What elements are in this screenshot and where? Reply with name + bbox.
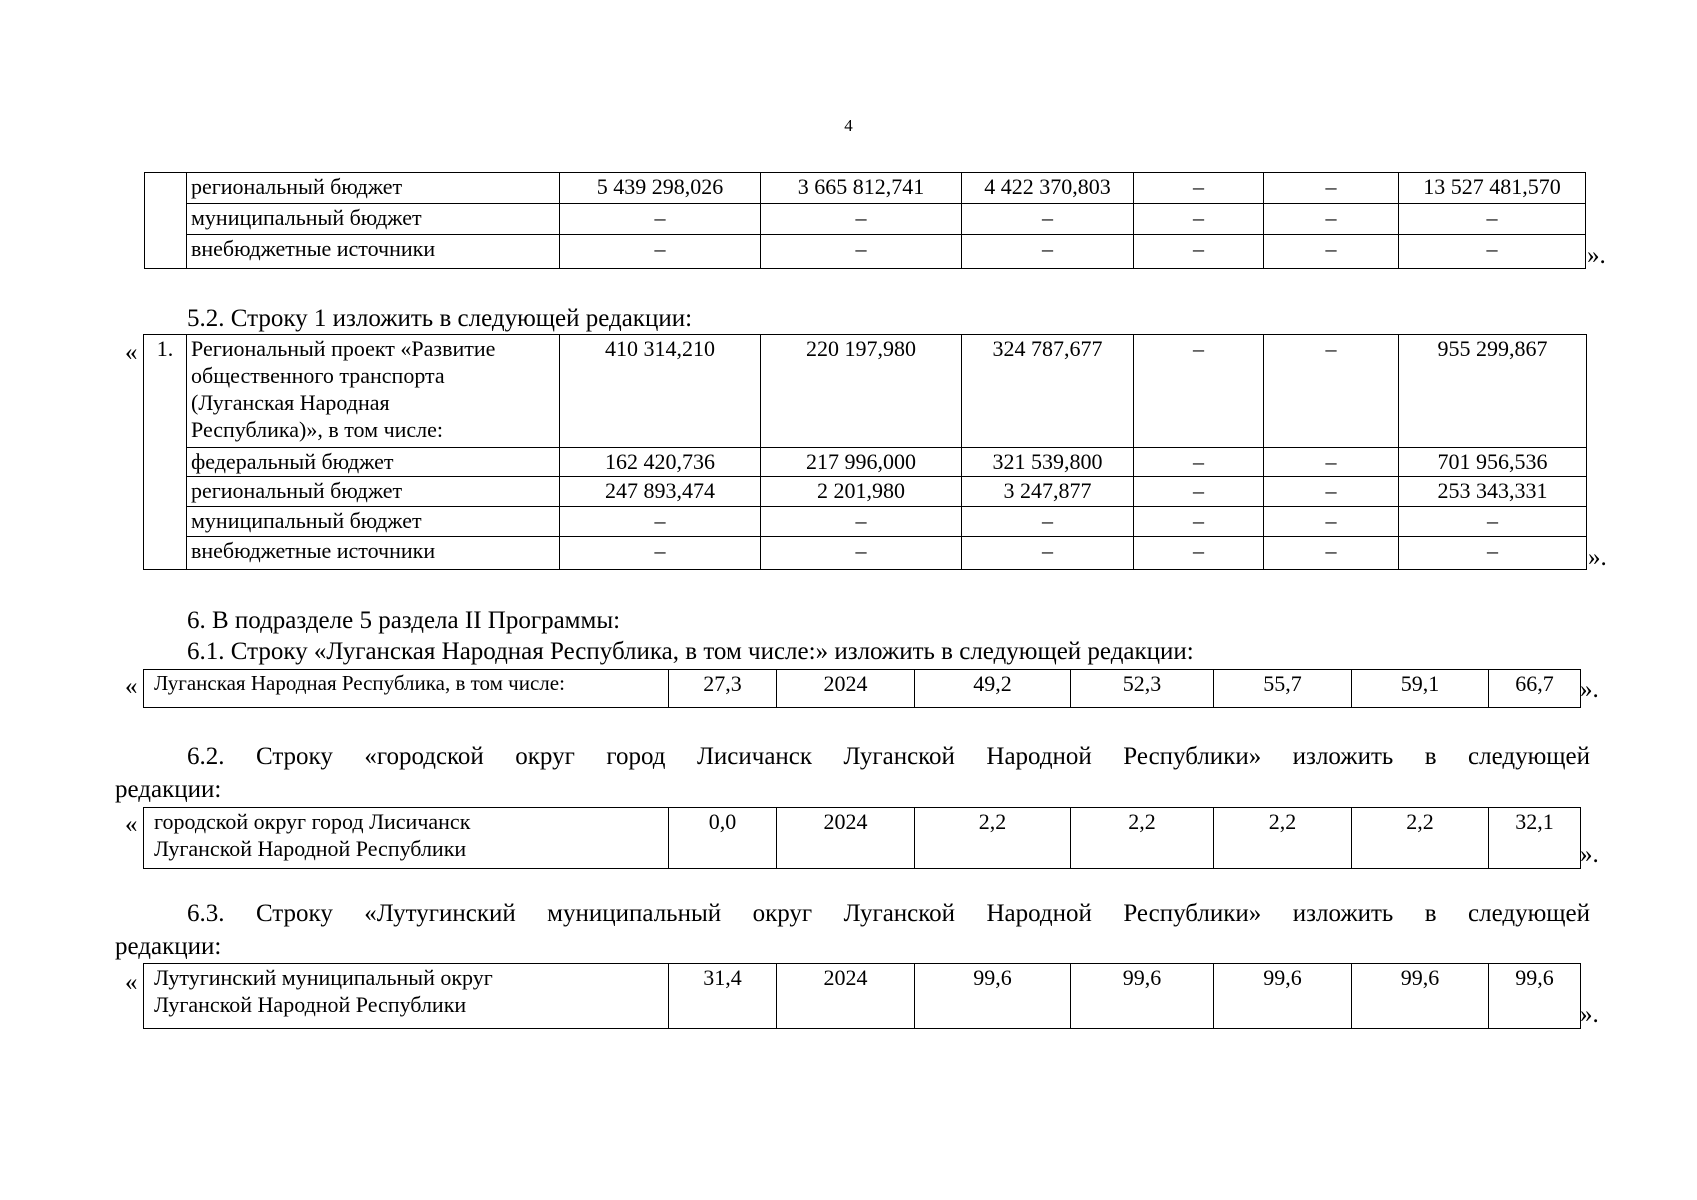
total-cell: 955 299,867 — [1399, 335, 1587, 448]
table-row — [145, 204, 1586, 235]
value-cell: – — [1264, 477, 1399, 507]
project-label-cell — [187, 335, 560, 448]
value-cell: 4 422 370,803 — [962, 173, 1134, 204]
value-cell: 99,6 — [1071, 964, 1214, 1029]
value-cell: – — [962, 204, 1134, 235]
total-cell: – — [1399, 537, 1587, 570]
value-cell: 2 201,980 — [761, 477, 962, 507]
item-6-3-text: 6.3. Строку «Лутугинский муниципальный округ Луганской Народной Республики» изложить в следующей — [187, 900, 1590, 927]
value-cell: 99,6 — [1489, 964, 1581, 1029]
value-cell: 99,6 — [1214, 964, 1352, 1029]
index-cell-empty — [145, 173, 187, 269]
value-cell: 55,7 — [1214, 670, 1352, 708]
indicator-table-6-2 — [143, 807, 1581, 869]
item-6-2-text-continued: редакции: — [115, 776, 222, 803]
value-cell: 2,2 — [1214, 808, 1352, 869]
value-cell: – — [761, 507, 962, 537]
value-cell: – — [1264, 537, 1399, 570]
table-row — [144, 808, 1581, 869]
value-cell: 162 420,736 — [560, 448, 761, 477]
value-cell: 32,1 — [1489, 808, 1581, 869]
page-number: 4 — [844, 116, 853, 135]
value-cell: 5 439 298,026 — [560, 173, 761, 204]
value-cell: – — [761, 204, 962, 235]
value-cell: – — [1264, 173, 1399, 204]
value-cell: – — [1134, 448, 1264, 477]
value-cell: 324 787,677 — [962, 335, 1134, 448]
section-heading-5-2: 5.2. Строку 1 изложить в следующей редакции: — [187, 305, 693, 332]
value-cell: – — [1264, 235, 1399, 269]
value-cell: 2,2 — [915, 808, 1071, 869]
project-label-line: общественного транспорта — [191, 363, 445, 388]
close-quote: ». — [1588, 544, 1607, 571]
value-cell: – — [962, 537, 1134, 570]
total-cell: 13 527 481,570 — [1399, 173, 1586, 204]
open-quote: « — [125, 811, 138, 838]
value-cell: 66,7 — [1489, 670, 1581, 708]
value-cell: 217 996,000 — [761, 448, 962, 477]
value-cell: – — [1134, 507, 1264, 537]
table-row — [144, 335, 1587, 448]
value-cell: – — [1134, 173, 1264, 204]
item-6-2-text: 6.2. Строку «городской округ город Лисичанск Луганской Народной Республики» изложить в следующей — [187, 743, 1590, 770]
open-quote: « — [125, 673, 138, 700]
row-label-line: Лутугинский муниципальный округ — [154, 965, 493, 990]
value-cell: – — [761, 235, 962, 269]
value-cell: – — [1134, 204, 1264, 235]
value-cell: 99,6 — [1352, 964, 1489, 1029]
budget-table-5-2 — [143, 334, 1587, 570]
value-cell: – — [1264, 335, 1399, 448]
indicator-table-6-3 — [143, 963, 1581, 1029]
value-cell: – — [761, 537, 962, 570]
value-cell: – — [560, 235, 761, 269]
value-cell: – — [1134, 335, 1264, 448]
year-cell: 2024 — [777, 670, 915, 708]
row-label: региональный бюджет — [187, 477, 560, 507]
value-cell: – — [962, 235, 1134, 269]
row-label-cell — [144, 964, 669, 1029]
table-row — [144, 477, 1587, 507]
close-quote: ». — [1580, 841, 1599, 868]
value-cell: – — [560, 537, 761, 570]
table-row — [144, 507, 1587, 537]
value-cell: 59,1 — [1352, 670, 1489, 708]
value-cell: 247 893,474 — [560, 477, 761, 507]
row-index: 1. — [144, 335, 187, 570]
value-cell: 2,2 — [1071, 808, 1214, 869]
table-row — [144, 537, 1587, 570]
project-label-line: Республика)», в том числе: — [191, 417, 444, 442]
value-cell: 410 314,210 — [560, 335, 761, 448]
total-cell: – — [1399, 204, 1586, 235]
close-quote: ». — [1580, 676, 1599, 703]
year-cell: 2024 — [777, 808, 915, 869]
value-cell: – — [1264, 448, 1399, 477]
close-quote: ». — [1580, 1001, 1599, 1028]
budget-table-continuation — [144, 172, 1586, 269]
table-row — [144, 964, 1581, 1029]
value-cell: – — [1264, 204, 1399, 235]
row-label: региональный бюджет — [187, 173, 560, 204]
row-label-cell — [144, 808, 669, 869]
value-cell: – — [962, 507, 1134, 537]
total-cell: 253 343,331 — [1399, 477, 1587, 507]
value-cell: 0,0 — [669, 808, 777, 869]
open-quote: « — [125, 339, 138, 366]
open-quote: « — [125, 969, 138, 996]
row-label-line: Луганской Народной Республики — [154, 992, 467, 1017]
value-cell: 220 197,980 — [761, 335, 962, 448]
indicator-table-6-1 — [143, 669, 1581, 708]
total-cell: – — [1399, 507, 1587, 537]
item-6-3-text-continued: редакции: — [115, 933, 222, 960]
value-cell: 27,3 — [669, 670, 777, 708]
total-cell: – — [1399, 235, 1586, 269]
value-cell: 3 247,877 — [962, 477, 1134, 507]
value-cell: 49,2 — [915, 670, 1071, 708]
project-label-line: (Луганская Народная — [191, 390, 390, 415]
value-cell: – — [1134, 537, 1264, 570]
row-label: Луганская Народная Республика, в том числе: — [144, 670, 669, 708]
total-cell: 701 956,536 — [1399, 448, 1587, 477]
row-label: внебюджетные источники — [187, 537, 560, 570]
table-row — [144, 670, 1581, 708]
row-label: внебюджетные источники — [187, 235, 560, 269]
value-cell: – — [1134, 235, 1264, 269]
section-heading-6: 6. В подразделе 5 раздела II Программы: — [187, 607, 621, 634]
row-label: федеральный бюджет — [187, 448, 560, 477]
project-label-line: Региональный проект «Развитие — [191, 336, 496, 361]
value-cell: 99,6 — [915, 964, 1071, 1029]
close-quote: ». — [1587, 242, 1606, 269]
value-cell: – — [1264, 507, 1399, 537]
value-cell: 321 539,800 — [962, 448, 1134, 477]
value-cell: 2,2 — [1352, 808, 1489, 869]
item-6-1-text: 6.1. Строку «Луганская Народная Республика, в том числе:» изложить в следующей редакции: — [187, 638, 1194, 665]
value-cell: – — [560, 204, 761, 235]
year-cell: 2024 — [777, 964, 915, 1029]
table-row — [144, 448, 1587, 477]
row-label-line: городской округ город Лисичанск — [154, 809, 471, 834]
value-cell: 52,3 — [1071, 670, 1214, 708]
value-cell: 3 665 812,741 — [761, 173, 962, 204]
value-cell: – — [1134, 477, 1264, 507]
table-row — [145, 235, 1586, 269]
value-cell: 31,4 — [669, 964, 777, 1029]
value-cell: – — [560, 507, 761, 537]
row-label: муниципальный бюджет — [187, 204, 560, 235]
row-label: муниципальный бюджет — [187, 507, 560, 537]
table-row — [145, 173, 1586, 204]
row-label-line: Луганской Народной Республики — [154, 836, 467, 861]
